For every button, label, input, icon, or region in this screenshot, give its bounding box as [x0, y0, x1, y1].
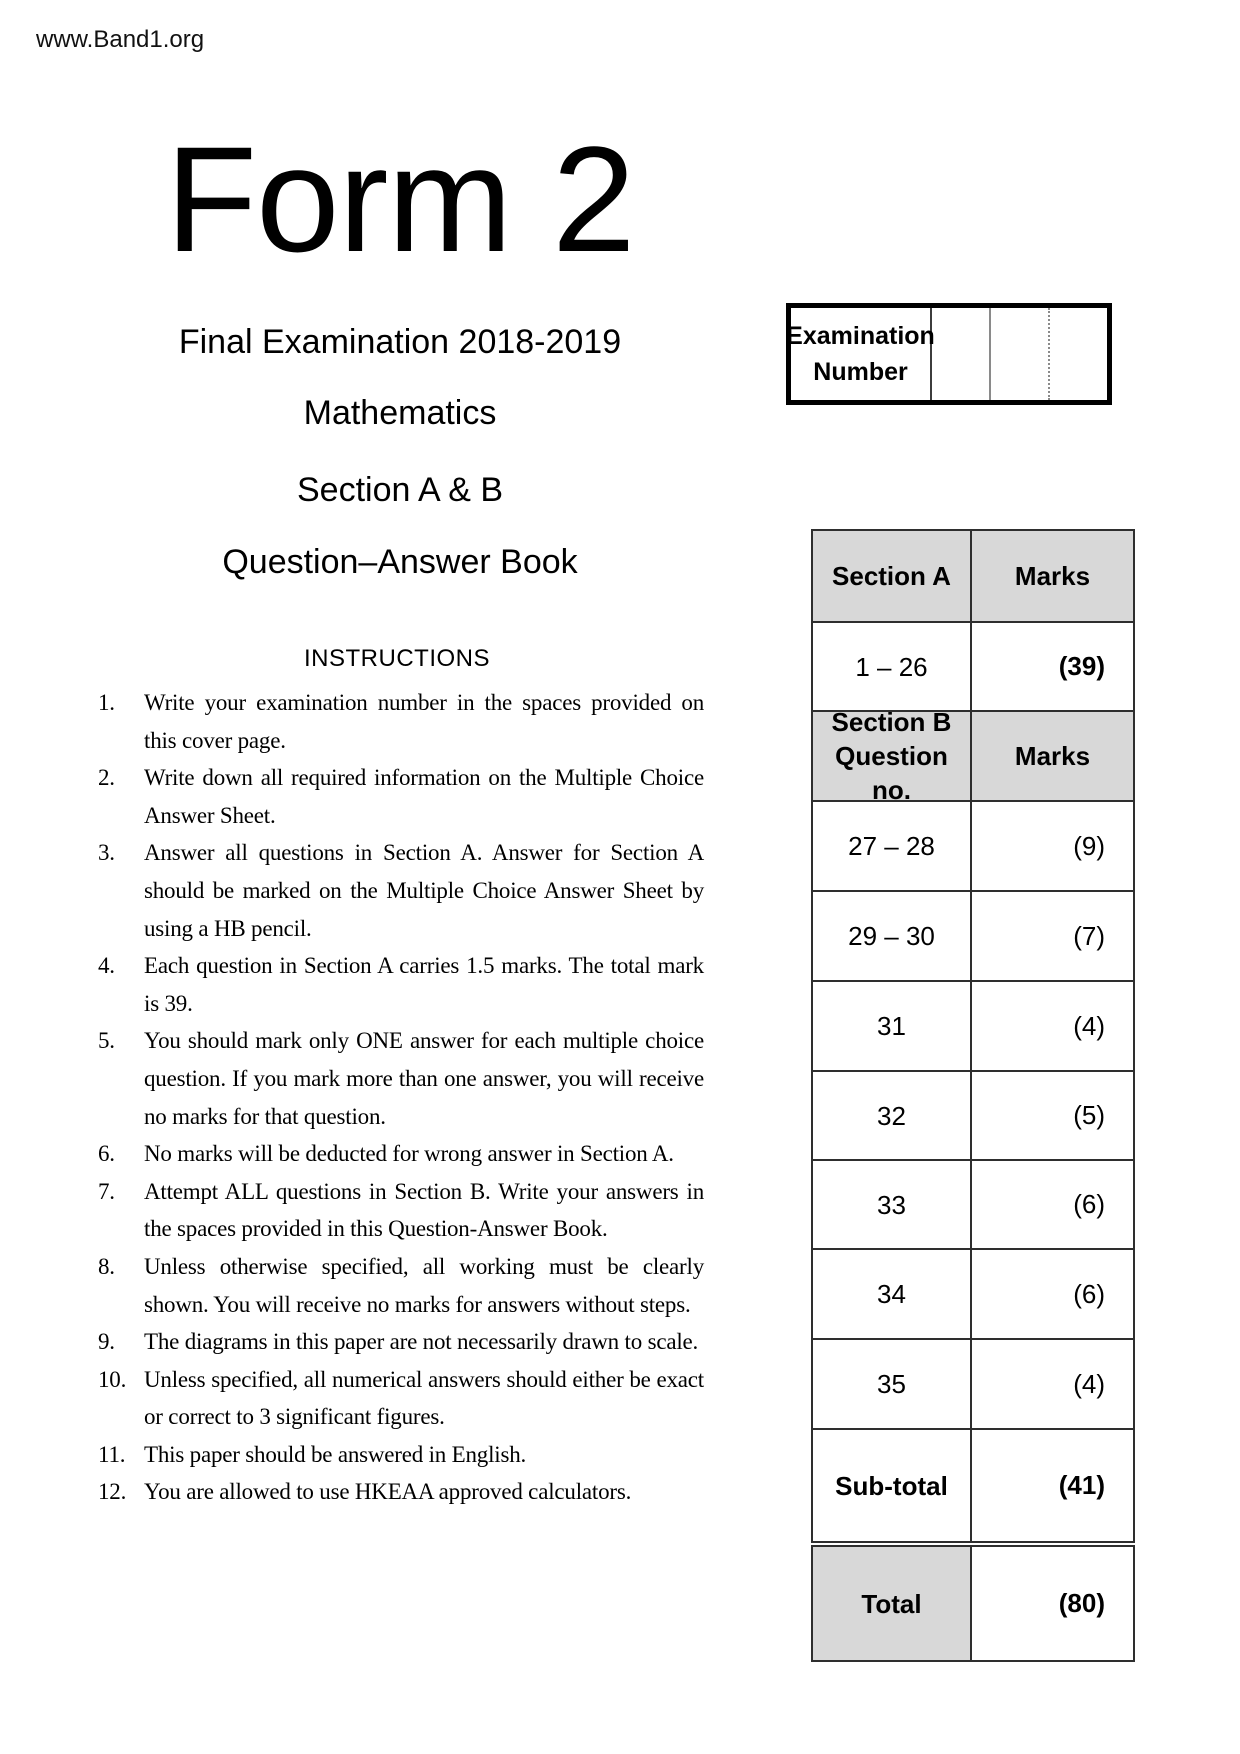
instruction-number: 10.	[98, 1366, 127, 1392]
table-row-header-section-a	[813, 531, 1133, 621]
cell-marks: (39)	[1058, 651, 1105, 681]
cell-question-range: 33	[813, 1161, 972, 1248]
examination-number-cell-3	[1048, 308, 1107, 400]
examination-number-label-line1: Examination	[786, 322, 935, 350]
instruction-number: 8.	[98, 1253, 115, 1279]
subtitle-subject: Mathematics	[303, 394, 497, 432]
header-cell-marks-a: Marks	[972, 531, 1133, 621]
marks-table	[811, 529, 1135, 1543]
table-row-section-a-questions	[813, 621, 1133, 710]
page-title: Form 2	[165, 115, 635, 283]
cell-marks: (4)	[1073, 1010, 1105, 1041]
instruction-item	[98, 684, 704, 759]
instruction-item	[98, 947, 704, 1022]
instruction-text: Unless otherwise specified, all working must be clearly shown. You will receive no marks for answers without steps.	[144, 1253, 704, 1317]
instruction-number: 12.	[98, 1479, 127, 1505]
cell-marks: (4)	[1073, 1368, 1105, 1399]
instruction-number: 6.	[98, 1141, 115, 1167]
instruction-item	[98, 1361, 704, 1436]
instruction-item	[98, 1436, 704, 1474]
instruction-text: Unless specified, all numerical answers should either be exact or correct to 3 significant figures.	[144, 1366, 704, 1430]
instruction-text: No marks will be deducted for wrong answer in Section A.	[144, 1141, 674, 1167]
instructions-list	[98, 684, 704, 1511]
instruction-number: 3.	[98, 840, 115, 866]
header-cell-marks-b: Marks	[972, 712, 1133, 800]
cell-question-range: 31	[813, 982, 972, 1070]
instruction-text: You should mark only ONE answer for each multiple choice question. If you mark more than one answer, you will receive no marks for that question.	[144, 1028, 704, 1129]
cell-question-range: 1 – 26	[813, 623, 972, 710]
instruction-number: 2.	[98, 765, 115, 791]
instruction-number: 11.	[98, 1441, 126, 1467]
table-row	[813, 1338, 1133, 1428]
table-row-header-section-b	[813, 707, 1133, 805]
cell-question-range: 27 – 28	[813, 802, 972, 890]
instruction-item	[98, 1323, 704, 1361]
cell-total-marks: (80)	[1058, 1588, 1105, 1618]
examination-number-label	[786, 308, 935, 400]
header-cell-section-b	[813, 707, 972, 805]
examination-number-box	[786, 303, 1112, 405]
table-row	[813, 980, 1133, 1070]
cell-marks: (6)	[1073, 1278, 1105, 1309]
cell-subtotal-marks: (41)	[1058, 1470, 1105, 1500]
cell-question-range: 32	[813, 1072, 972, 1159]
table-row-subtotal	[813, 1428, 1133, 1541]
instruction-text: Answer all questions in Section A. Answer for Section A should be marked on the Multiple Choice Answer Sheet by using a HB pencil.	[144, 840, 704, 941]
cell-marks: (9)	[1073, 830, 1105, 861]
instruction-number: 4.	[98, 953, 115, 979]
watermark: www.Band1.org	[36, 26, 205, 53]
cell-marks: (6)	[1073, 1189, 1105, 1219]
instruction-number: 5.	[98, 1028, 115, 1054]
instruction-item	[98, 834, 704, 947]
instruction-item	[98, 1173, 704, 1248]
instruction-text: Write your examination number in the spaces provided on this cover page.	[144, 690, 704, 753]
subtitle-sections: Section A & B	[296, 471, 504, 509]
table-row	[813, 1248, 1133, 1338]
cell-question-range: 35	[813, 1340, 972, 1428]
table-row	[813, 890, 1133, 980]
instruction-text: Write down all required information on the Multiple Choice Answer Sheet.	[144, 765, 704, 828]
cell-total-label: Total	[813, 1547, 972, 1660]
examination-number-cell-2	[989, 308, 1048, 400]
table-row-total	[813, 1547, 1133, 1660]
instruction-text: This paper should be answered in English.	[144, 1441, 527, 1467]
instructions-heading: INSTRUCTIONS	[304, 645, 490, 672]
header-cell-section-a: Section A	[813, 531, 972, 621]
instruction-item	[98, 1248, 704, 1323]
header-section-b-line1: Section B	[831, 707, 952, 737]
table-row	[813, 1070, 1133, 1159]
table-row	[813, 1159, 1133, 1248]
instruction-item	[98, 759, 704, 834]
cell-question-range: 29 – 30	[813, 892, 972, 980]
table-row	[813, 800, 1133, 890]
instruction-item	[98, 1135, 704, 1173]
header-section-b-line2: Question no.	[835, 741, 948, 805]
instruction-text: The diagrams in this paper are not necessarily drawn to scale.	[144, 1329, 699, 1355]
cell-marks: (5)	[1073, 1100, 1105, 1130]
subtitle-exam-session: Final Examination 2018-2019	[178, 323, 622, 361]
instruction-number: 9.	[98, 1329, 115, 1355]
instruction-item	[98, 1473, 704, 1511]
instruction-text: Each question in Section A carries 1.5 marks. The total mark is 39.	[144, 953, 704, 1016]
cell-subtotal-label: Sub-total	[813, 1430, 972, 1541]
cell-question-range: 34	[813, 1250, 972, 1338]
examination-number-cell-1	[932, 308, 989, 400]
instruction-number: 7.	[98, 1178, 115, 1204]
cell-marks: (7)	[1073, 920, 1105, 951]
instruction-text: Attempt ALL questions in Section B. Write your answers in the spaces provided in this Question-Answer Book.	[144, 1178, 704, 1242]
total-table	[811, 1545, 1135, 1662]
instruction-item	[98, 1022, 704, 1135]
subtitle-book-type: Question–Answer Book	[222, 543, 578, 581]
instruction-text: You are allowed to use HKEAA approved calculators.	[144, 1479, 632, 1505]
examination-number-label-line2: Number	[813, 358, 908, 386]
instruction-number: 1.	[98, 690, 115, 715]
